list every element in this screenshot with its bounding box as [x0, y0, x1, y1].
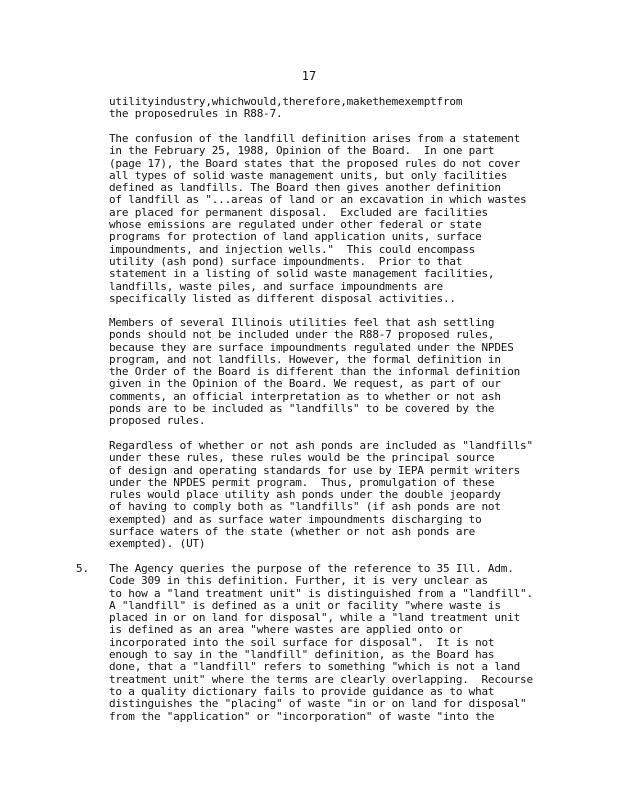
- item-text: The Agency queries the purpose of the reference to 35 Ill. Adm. Code 309 in this definition. Further, it is very unclear as to how a "land treatment unit" is distinguished from a "landfill". A "landfill" is defined as a unit or facility "where waste is placed in or on land for disposal", while a "land treatment unit is defined as an area "where wastes are applied onto or incorporated into the soil surface for disposal". It is not enough to say in the "landfill" definition, as the Board has done, that a "landfill" refers to something "which is not a land treatment unit" where the terms are clearly overlapping. Recourse to a quality dictionary fails to provide guidance as to what distinguishes the "placing" of waste "in or on land for disposal" from the "application" or "incorporation" of waste "into the: [109, 562, 533, 723]
- page-number: 17: [301, 69, 317, 83]
- paragraph-landfill-definition: The confusion of the landfill definition arises from a statement in the February 25, 1988, Opinion of the Board. In one part (page 17), the Board states that the proposed rules do not cover all types of solid waste management units, but only facilities defined as landfills. The Board then gives another definition of landfill as "...areas of land or an excavation in which wastes are placed for permanent disposal. Excluded are facilities whose emissions are regulated under other federal or state programs for protection of land application units, surface impoundments, and injection wells." This could encompass utility (ash pond) surface impoundments. Prior to that statement in a listing of solid waste management facilities, landfills, waste piles, and surface impoundments are specifically listed as different disposal activities..: [109, 132, 527, 305]
- paragraph-ash-ponds: Members of several Illinois utilities feel that ash settling ponds should not be included under the R88-7 proposed rules, because they are surface impoundments regulated under the NPDES program, and not landfills. However, the formal definition in the Order of the Board is different than the informal definition given in the Opinion of the Board. We request, as part of our comments, an official interpretation as to whether or not ash ponds are to be included as "landfills" to be covered by the proposed rules.: [109, 316, 521, 428]
- paragraph-continuation: utilityindustry,whichwould,therefore,makethemexemptfrom the proposedrules in R88-7.: [109, 95, 463, 121]
- item-number: 5.: [76, 562, 89, 575]
- paragraph-regardless: Regardless of whether or not ash ponds are included as "landfills" under these rules, these rules would be the principal source of design and operating standards for use by IEPA permit writers under the NPDES permit program. Thus, promulgation of these rules would place utility ash ponds under the double jeopardy of having to comply both as "landfills" (if ash ponds are not exempted) and as surface water impoundments discharging to surface waters of the state (whether or not ash ponds are exempted). (UT): [109, 439, 533, 551]
